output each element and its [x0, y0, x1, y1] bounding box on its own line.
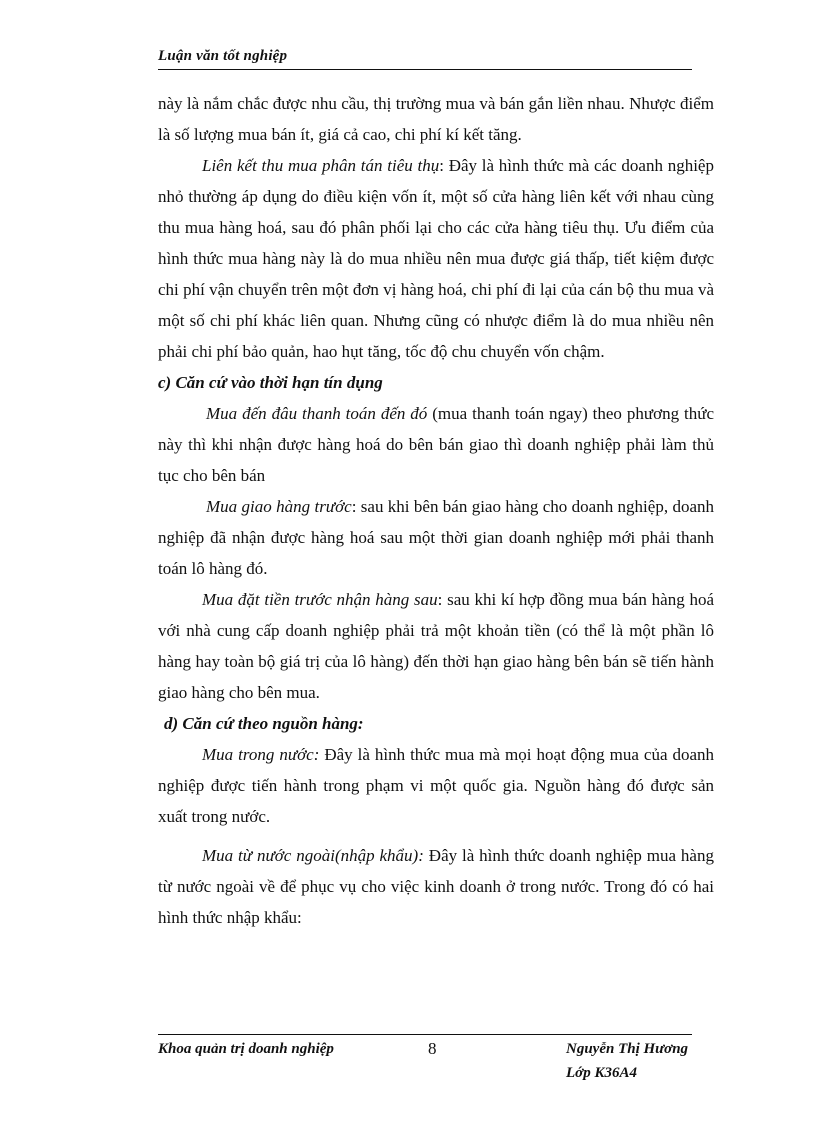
- paragraph-7: [158, 840, 714, 933]
- section-heading-d: d) Căn cứ theo nguồn hàng:: [164, 714, 364, 733]
- paragraph-6-lead: Mua trong nước:: [202, 745, 320, 764]
- paragraph-2-lead: Liên kết thu mua phân tán tiêu thụ: [202, 156, 440, 175]
- paragraph-3-lead: Mua đến đâu thanh toán đến đó: [206, 404, 428, 423]
- page-footer: [158, 1034, 692, 1081]
- footer-rule: [158, 1034, 692, 1035]
- paragraph-6: [158, 739, 714, 832]
- document-body: [158, 88, 714, 933]
- footer-faculty: Khoa quản trị doanh nghiệp: [158, 1041, 334, 1057]
- footer-author: Nguyễn Thị Hương: [566, 1041, 689, 1057]
- paragraph-4-text: : sau khi bên bán giao hàng cho doanh nghiệp, doanh nghiệp đã nhận được hàng hoá sau một thời gian doanh nghiệp mới phải thanh toán lô hàng đó.: [158, 497, 714, 578]
- header-title: Luận văn tốt nghiệp: [158, 48, 288, 64]
- paragraph-7-text: Đây là hình thức doanh nghiệp mua hàng từ nước ngoài về để phục vụ cho việc kinh doanh ở trong nước. Trong đó có hai hình thức nhập khẩu:: [158, 846, 714, 927]
- paragraph-5-text: : sau khi kí hợp đồng mua bán hàng hoá với nhà cung cấp doanh nghiệp phải trả một khoản tiền (có thể là một phần lô hàng hay toàn bộ giá trị của lô hàng) đến thời hạn giao hàng bên bán sẽ tiến hành giao hàng cho bên mua.: [158, 590, 714, 702]
- paragraph-5: [158, 584, 714, 708]
- paragraph-3: [158, 398, 714, 491]
- paragraph-2: [158, 150, 714, 367]
- header-rule: [158, 69, 692, 70]
- paragraph-3-text: (mua thanh toán ngay) theo phương thức này thì khi nhận được hàng hoá do bên bán giao thì doanh nghiệp phải làm thủ tục cho bên bán: [158, 404, 714, 485]
- paragraph-6-text: Đây là hình thức mua mà mọi hoạt động mua của doanh nghiệp được tiến hành trong phạm vi một quốc gia. Nguồn hàng đó được sản xuất trong nước.: [158, 745, 715, 826]
- footer-class: Lớp K36A4: [566, 1065, 637, 1081]
- paragraph-2-text: : Đây là hình thức mà các doanh nghiệp nhỏ thường áp dụng do điều kiện vốn ít, một số cửa hàng liên kết với nhau cùng thu mua hàng hoá, sau đó phân phối lại cho các cửa hàng tiêu thụ. Ưu điểm của hình thức mua hàng này là do mua nhiều nên mua được giá thấp, tiết kiệm được chi phí vận chuyển trên một đơn vị hàng hoá, chi phí đi lại của cán bộ thu mua và một số chi phí khác liên quan. Nhưng cũng có nhược điểm là do mua nhiều nên phải chi phí bảo quản, hao hụt tăng, tốc độ chu chuyển vốn chậm.: [158, 156, 714, 361]
- page-header: [158, 48, 692, 70]
- paragraph-1: này là nắm chắc được nhu cầu, thị trường mua và bán gắn liền nhau. Nhược điểm là số lượng mua bán ít, giá cả cao, chi phí kí kết tăng.: [158, 94, 714, 144]
- paragraph-4-lead: Mua giao hàng trước: [206, 497, 352, 516]
- section-heading-c: c) Căn cứ vào thời hạn tín dụng: [158, 373, 383, 392]
- paragraph-4: [158, 491, 714, 584]
- paragraph-7-lead: Mua từ nước ngoài(nhập khẩu):: [202, 846, 424, 865]
- page-number: 8: [428, 1039, 437, 1058]
- paragraph-5-lead: Mua đặt tiền trước nhận hàng sau: [202, 590, 438, 609]
